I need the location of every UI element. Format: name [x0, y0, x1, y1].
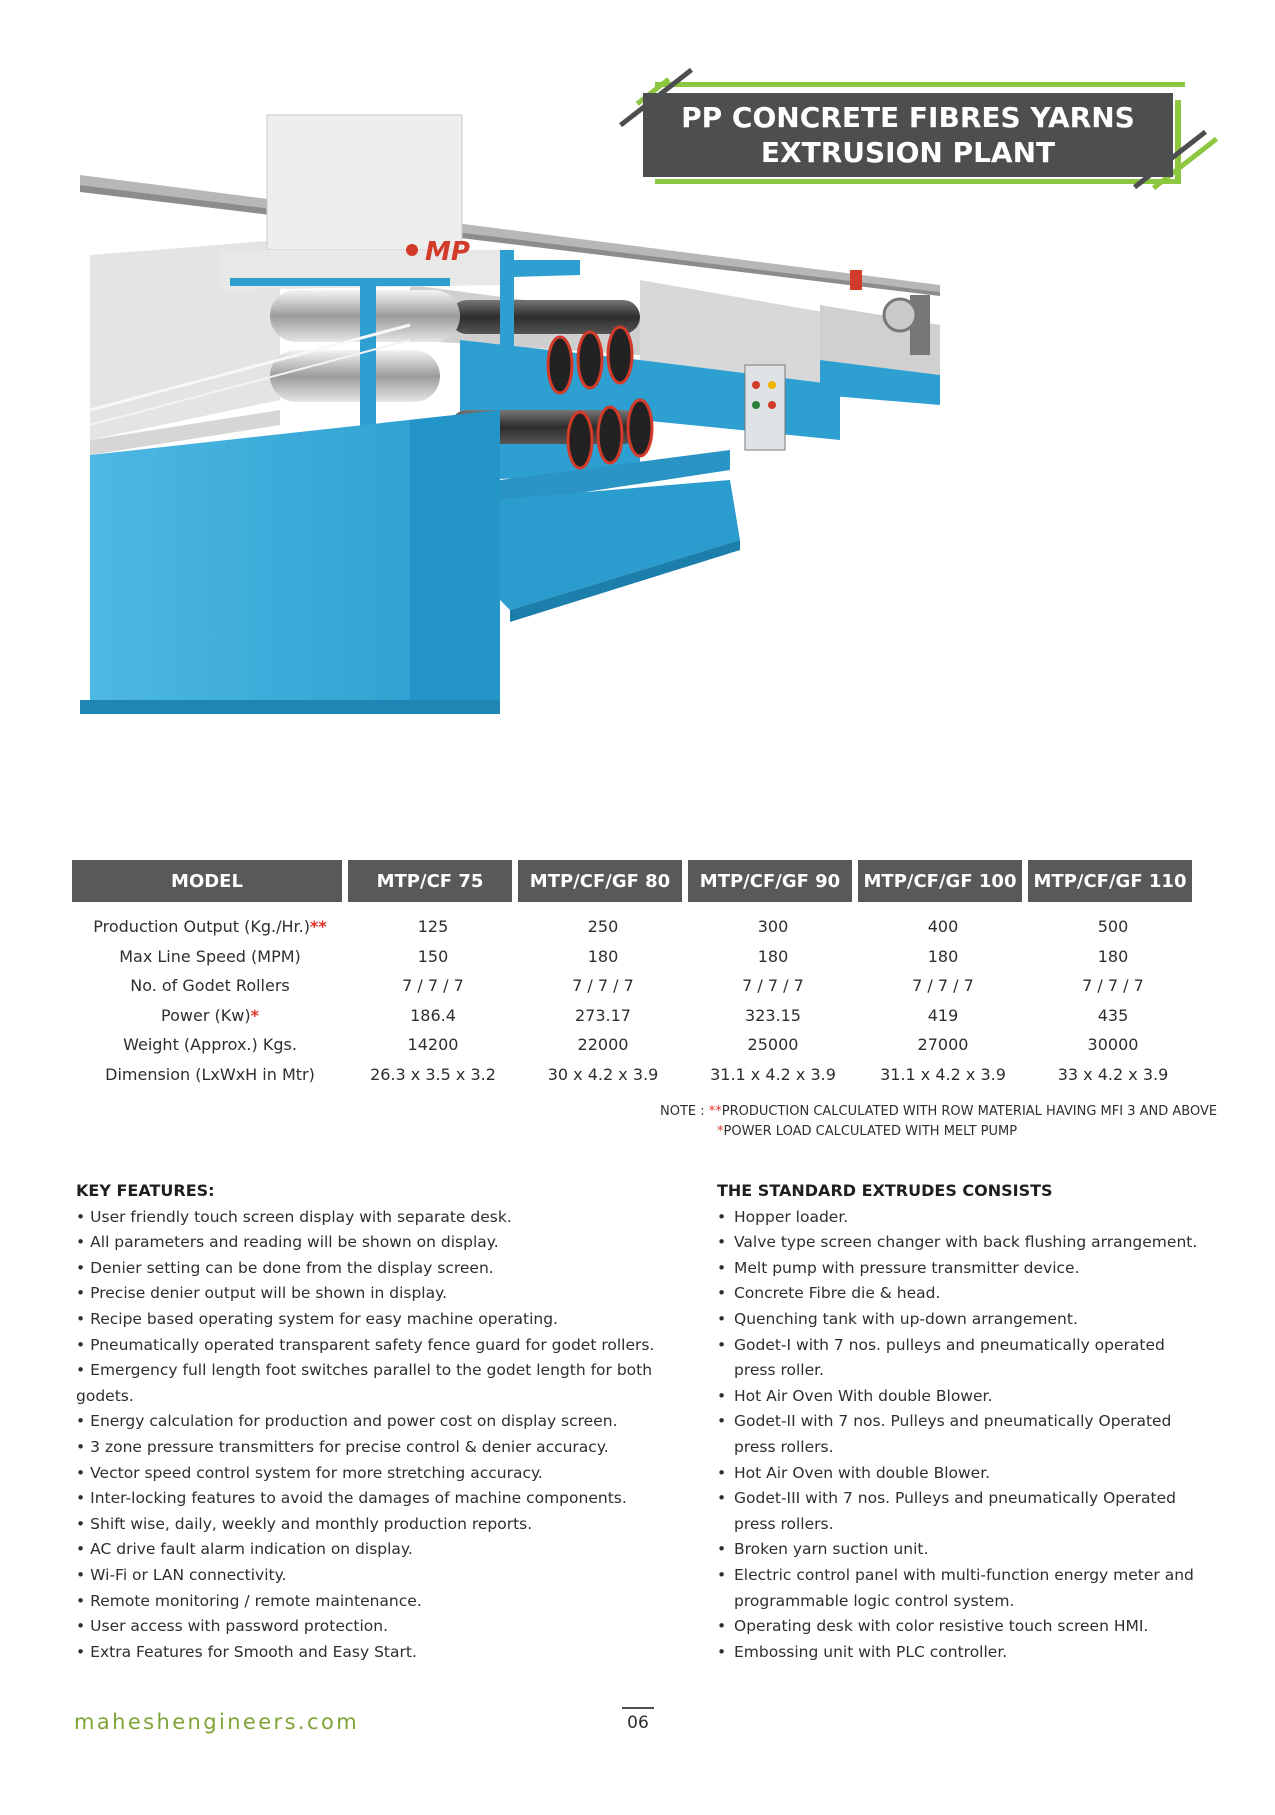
machine-logo: MP — [425, 237, 470, 267]
list-item: • Pneumatically operated transparent safety fence guard for godet rollers. — [76, 1333, 696, 1359]
list-item: • Recipe based operating system for easy machine operating. — [76, 1307, 696, 1333]
table-cell: 7 / 7 / 7 — [912, 976, 974, 996]
page-title-line2: EXTRUSION PLANT — [760, 136, 1056, 169]
model-header-4: MTP/CF/GF 100 — [858, 860, 1022, 902]
key-features-heading: KEY FEATURES: — [76, 1181, 215, 1200]
row-label: No. of Godet Rollers — [130, 976, 290, 996]
table-cell: 400 — [927, 917, 959, 937]
table-cell: 250 — [587, 917, 619, 937]
list-item: • Extra Features for Smooth and Easy Start. — [76, 1640, 696, 1666]
key-features-section — [76, 1178, 696, 1665]
list-item: • User friendly touch screen display with separate desk. — [76, 1205, 696, 1231]
table-cell: 323.15 — [745, 1005, 801, 1025]
page-number: 06 — [627, 1713, 649, 1733]
list-item: • Remote monitoring / remote maintenance. — [76, 1589, 696, 1615]
table-cell: 27000 — [917, 1035, 969, 1055]
table-cell: 180 — [927, 946, 959, 966]
note-prefix: NOTE : — [660, 1104, 709, 1119]
table-cell: 273.17 — [575, 1005, 631, 1025]
table-cell: 26.3 x 3.5 x 3.2 — [370, 1064, 496, 1084]
list-item: • Godet-II with 7 nos. Pulleys and pneumatically Operated press rollers. — [717, 1409, 1207, 1460]
model-header-5: MTP/CF/GF 110 — [1028, 860, 1192, 902]
model-header: MODEL — [72, 860, 342, 902]
table-cell: 186.4 — [410, 1005, 456, 1025]
table-row — [72, 1001, 1207, 1031]
list-item: • AC drive fault alarm indication on display. — [76, 1537, 696, 1563]
table-cell: 30000 — [1087, 1035, 1139, 1055]
table-cell: 31.1 x 4.2 x 3.9 — [710, 1064, 836, 1084]
table-cell: 7 / 7 / 7 — [402, 976, 464, 996]
row-label: Weight (Approx.) Kgs. — [123, 1035, 297, 1055]
model-header-2: MTP/CF/GF 80 — [518, 860, 682, 902]
list-item: • Shift wise, daily, weekly and monthly production reports. — [76, 1512, 696, 1538]
table-cell: 419 — [927, 1005, 959, 1025]
list-item: • Operating desk with color resistive touch screen HMI. — [717, 1614, 1207, 1640]
list-item: • Hot Air Oven With double Blower. — [717, 1384, 1207, 1410]
table-cell: 435 — [1097, 1005, 1129, 1025]
list-item: • Hot Air Oven with double Blower. — [717, 1461, 1207, 1487]
table-cell: 14200 — [407, 1035, 459, 1055]
table-cell: 7 / 7 / 7 — [1082, 976, 1144, 996]
table-cell: 180 — [587, 946, 619, 966]
table-cell: 7 / 7 / 7 — [572, 976, 634, 996]
list-item: • Embossing unit with PLC controller. — [717, 1640, 1207, 1666]
note-line-1: PRODUCTION CALCULATED WITH ROW MATERIAL HAVING MFI 3 AND ABOVE — [721, 1104, 1218, 1119]
table-cell: 300 — [757, 917, 789, 937]
list-item: • Emergency full length foot switches parallel to the godet length for both godets. — [76, 1358, 696, 1409]
list-item: • User access with password protection. — [76, 1614, 696, 1640]
model-header-3: MTP/CF/GF 90 — [688, 860, 852, 902]
model-header-1: MTP/CF 75 — [348, 860, 512, 902]
table-cell: 500 — [1097, 917, 1129, 937]
table-cell: 7 / 7 / 7 — [742, 976, 804, 996]
table-row — [72, 942, 1207, 972]
page-title-line1: PP CONCRETE FIBRES YARNS — [681, 101, 1135, 134]
footer-website-link[interactable]: maheshengineers.com — [74, 1710, 360, 1734]
note-mark-2: * — [717, 1124, 724, 1139]
list-item: • Godet-III with 7 nos. Pulleys and pneumatically Operated press rollers. — [717, 1486, 1207, 1537]
list-item: • Quenching tank with up-down arrangement. — [717, 1307, 1207, 1333]
list-item: • Melt pump with pressure transmitter device. — [717, 1256, 1207, 1282]
list-item: • 3 zone pressure transmitters for precise control & denier accuracy. — [76, 1435, 696, 1461]
row-label: Max Line Speed (MPM) — [119, 946, 301, 966]
row-label: Production Output (Kg./Hr.) — [93, 917, 310, 937]
standard-extruder-heading: THE STANDARD EXTRUDES CONSISTS — [717, 1181, 1053, 1200]
list-item: • Denier setting can be done from the display screen. — [76, 1256, 696, 1282]
list-item: • Valve type screen changer with back flushing arrangement. — [717, 1230, 1207, 1256]
row-label: Power (Kw) — [161, 1005, 251, 1025]
table-row — [72, 912, 1207, 942]
note-mark-1: ** — [708, 1104, 722, 1119]
table-row — [72, 1060, 1207, 1090]
list-item: • Hopper loader. — [717, 1205, 1207, 1231]
spec-table-header — [72, 860, 1207, 902]
row-label: Dimension (LxWxH in Mtr) — [105, 1064, 315, 1084]
extrusion-plant-image — [80, 110, 1090, 820]
list-item: • Broken yarn suction unit. — [717, 1537, 1207, 1563]
table-row — [72, 971, 1207, 1001]
table-cell: 180 — [1097, 946, 1129, 966]
table-note — [660, 1102, 1217, 1142]
list-item: • Concrete Fibre die & head. — [717, 1281, 1207, 1307]
list-item: • Inter-locking features to avoid the damages of machine components. — [76, 1486, 696, 1512]
table-cell: 31.1 x 4.2 x 3.9 — [880, 1064, 1006, 1084]
list-item: • Precise denier output will be shown in display. — [76, 1281, 696, 1307]
list-item: • Energy calculation for production and power cost on display screen. — [76, 1409, 696, 1435]
note-line-2: POWER LOAD CALCULATED WITH MELT PUMP — [723, 1124, 1018, 1139]
table-cell: 180 — [757, 946, 789, 966]
key-features-list — [76, 1205, 696, 1666]
list-item: • All parameters and reading will be shown on display. — [76, 1230, 696, 1256]
table-cell: 30 x 4.2 x 3.9 — [547, 1064, 659, 1084]
page-number-rule — [622, 1707, 654, 1709]
row-mark: ** — [309, 917, 327, 937]
row-mark: * — [250, 1005, 259, 1025]
list-item: • Vector speed control system for more stretching accuracy. — [76, 1461, 696, 1487]
list-item: • Wi-Fi or LAN connectivity. — [76, 1563, 696, 1589]
list-item: • Godet-I with 7 nos. pulleys and pneumatically operated press roller. — [717, 1333, 1207, 1384]
banner-accent-top — [655, 82, 1185, 87]
table-cell: 22000 — [577, 1035, 629, 1055]
table-row — [72, 1030, 1207, 1060]
standard-extruder-section — [717, 1178, 1207, 1665]
table-cell: 150 — [417, 946, 449, 966]
table-cell: 33 x 4.2 x 3.9 — [1057, 1064, 1169, 1084]
spec-table — [72, 860, 1207, 1089]
table-cell: 125 — [417, 917, 449, 937]
list-item: • Electric control panel with multi-function energy meter and programmable logic control system. — [717, 1563, 1207, 1614]
standard-extruder-list — [717, 1205, 1207, 1666]
table-cell: 25000 — [747, 1035, 799, 1055]
